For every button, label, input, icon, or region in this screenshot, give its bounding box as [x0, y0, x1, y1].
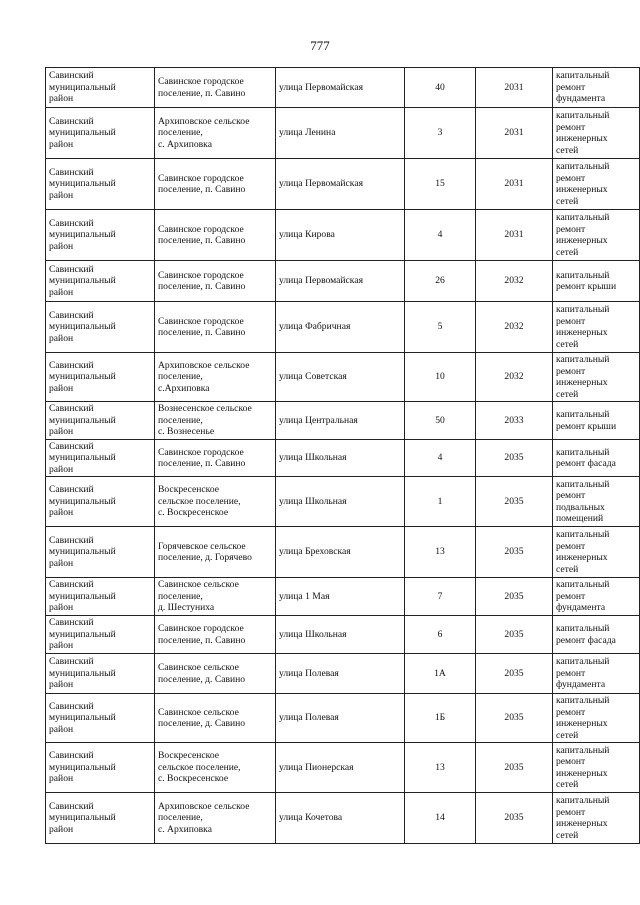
settlement-cell-text: Архиповское сельское поселение, с.Архиповка — [158, 359, 250, 394]
work-type-cell-text: капитальный ремонт инженерных сетей — [556, 354, 610, 400]
work-type-cell — [553, 68, 640, 108]
year-cell — [476, 210, 553, 261]
street-cell-text: улица Первомайская — [279, 81, 363, 93]
district-cell-text: Савинский муниципальный район — [49, 800, 116, 835]
settlement-cell — [155, 402, 276, 440]
district-cell — [46, 616, 155, 654]
street-cell-text: улица Фабричная — [279, 321, 351, 333]
street-cell — [276, 261, 405, 302]
district-cell — [46, 68, 155, 108]
house-number-cell-text: 10 — [435, 371, 445, 383]
district-cell-text: Савинский муниципальный район — [49, 534, 116, 569]
work-type-cell-text: капитальный ремонт инженерных сетей — [556, 695, 610, 741]
year-cell-text: 2032 — [504, 371, 524, 383]
house-number-cell — [405, 159, 476, 210]
settlement-cell-text: Савинское городское поселение, п. Савино — [158, 76, 246, 99]
house-number-cell — [405, 527, 476, 578]
work-type-cell — [553, 210, 640, 261]
table-row — [46, 302, 640, 353]
settlement-cell-text: Архиповское сельское поселение, с. Архиповка — [158, 115, 250, 150]
house-number-cell-text: 40 — [435, 81, 445, 93]
district-cell-text: Савинский муниципальный район — [49, 70, 116, 105]
district-cell — [46, 210, 155, 261]
house-number-cell — [405, 694, 476, 743]
year-cell — [476, 578, 553, 616]
work-type-cell — [553, 159, 640, 210]
street-cell-text: улица Советская — [279, 371, 347, 383]
street-cell — [276, 694, 405, 743]
work-type-cell-text: капитальный ремонт крыши — [556, 409, 617, 432]
work-type-cell — [553, 527, 640, 578]
street-cell — [276, 616, 405, 654]
house-number-cell-text: 26 — [435, 275, 445, 287]
settlement-cell — [155, 743, 276, 793]
house-number-cell-text: 1А — [434, 667, 446, 679]
house-number-cell-text: 50 — [435, 414, 445, 426]
year-cell — [476, 108, 553, 159]
district-cell — [46, 743, 155, 793]
work-type-cell — [553, 353, 640, 402]
table-row — [46, 68, 640, 108]
table-row — [46, 694, 640, 743]
street-cell — [276, 743, 405, 793]
work-type-cell-text: капитальный ремонт инженерных сетей — [556, 795, 610, 841]
settlement-cell — [155, 578, 276, 616]
house-number-cell — [405, 793, 476, 844]
settlement-cell — [155, 694, 276, 743]
year-cell-text: 2035 — [504, 812, 524, 824]
year-cell-text: 2031 — [504, 127, 524, 139]
year-cell — [476, 302, 553, 353]
house-number-cell — [405, 68, 476, 108]
street-cell — [276, 440, 405, 477]
year-cell-text: 2035 — [504, 452, 524, 464]
year-cell — [476, 793, 553, 844]
work-type-cell-text: капитальный ремонт инженерных сетей — [556, 110, 610, 156]
street-cell-text: улица Полевая — [279, 667, 339, 679]
street-cell — [276, 477, 405, 527]
settlement-cell-text: Савинское сельское поселение, д. Шестуниха — [158, 579, 239, 614]
year-cell — [476, 68, 553, 108]
street-cell-text: улица Первомайская — [279, 178, 363, 190]
work-type-cell-text: капитальный ремонт инженерных сетей — [556, 161, 610, 207]
house-number-cell — [405, 578, 476, 616]
work-type-cell-text: капитальный ремонт фундамента — [556, 579, 610, 614]
house-number-cell — [405, 440, 476, 477]
year-cell-text: 2035 — [504, 628, 524, 640]
house-number-cell — [405, 616, 476, 654]
house-number-cell — [405, 402, 476, 440]
district-cell — [46, 793, 155, 844]
house-number-cell-text: 5 — [437, 321, 443, 333]
settlement-cell — [155, 477, 276, 527]
year-cell — [476, 694, 553, 743]
street-cell-text: улица Ленина — [279, 127, 336, 139]
work-type-cell — [553, 108, 640, 159]
house-number-cell-text: 4 — [437, 452, 443, 464]
house-number-cell — [405, 654, 476, 694]
house-number-cell — [405, 261, 476, 302]
page-number: 777 — [310, 38, 330, 53]
settlement-cell — [155, 159, 276, 210]
year-cell — [476, 261, 553, 302]
year-cell-text: 2033 — [504, 414, 524, 426]
street-cell-text: улица Пионерская — [279, 761, 354, 773]
table-row — [46, 527, 640, 578]
table-row — [46, 440, 640, 477]
district-cell — [46, 654, 155, 694]
settlement-cell — [155, 527, 276, 578]
district-cell-text: Савинский муниципальный район — [49, 750, 116, 785]
year-cell-text: 2035 — [504, 712, 524, 724]
street-cell-text: улица Полевая — [279, 712, 339, 724]
settlement-cell-text: Горячевское сельское поселение, д. Горячево — [158, 540, 252, 563]
street-cell-text: улица Центральная — [279, 414, 358, 426]
work-type-cell-text: капитальный ремонт фундамента — [556, 656, 610, 691]
district-cell-text: Савинский муниципальный район — [49, 166, 116, 201]
district-cell-text: Савинский муниципальный район — [49, 403, 116, 438]
work-type-cell-text: капитальный ремонт фундамента — [556, 70, 610, 105]
house-number-cell-text: 6 — [437, 628, 443, 640]
district-cell-text: Савинский муниципальный район — [49, 115, 116, 150]
house-number-cell-text: 7 — [437, 590, 443, 602]
year-cell-text: 2035 — [504, 546, 524, 558]
repair-schedule-table — [45, 67, 640, 844]
street-cell — [276, 578, 405, 616]
table-row — [46, 654, 640, 694]
settlement-cell-text: Савинское городское поселение, п. Савино — [158, 223, 246, 246]
settlement-cell — [155, 68, 276, 108]
year-cell-text: 2031 — [504, 81, 524, 93]
house-number-cell-text: 13 — [435, 761, 445, 773]
district-cell — [46, 578, 155, 616]
work-type-cell — [553, 694, 640, 743]
work-type-cell — [553, 261, 640, 302]
street-cell — [276, 68, 405, 108]
street-cell — [276, 302, 405, 353]
table-row — [46, 578, 640, 616]
settlement-cell — [155, 210, 276, 261]
street-cell-text: улица 1 Мая — [279, 590, 330, 602]
year-cell-text: 2032 — [504, 321, 524, 333]
settlement-cell-text: Вознесенское сельское поселение, с. Вознесенье — [158, 403, 252, 438]
house-number-cell-text: 14 — [435, 812, 445, 824]
work-type-cell — [553, 654, 640, 694]
settlement-cell-text: Савинское городское поселение, п. Савино — [158, 269, 246, 292]
street-cell — [276, 527, 405, 578]
house-number-cell — [405, 302, 476, 353]
table-row — [46, 353, 640, 402]
house-number-cell — [405, 210, 476, 261]
work-type-cell — [553, 793, 640, 844]
year-cell — [476, 527, 553, 578]
street-cell-text: улица Школьная — [279, 628, 347, 640]
settlement-cell-text: Воскресенское сельское поселение, с. Воскресенское — [158, 484, 241, 519]
year-cell — [476, 654, 553, 694]
street-cell-text: улица Кочетова — [279, 812, 343, 824]
district-cell-text: Савинский муниципальный район — [49, 217, 116, 252]
year-cell — [476, 616, 553, 654]
settlement-cell-text: Савинское городское поселение, п. Савино — [158, 315, 246, 338]
work-type-cell — [553, 616, 640, 654]
year-cell — [476, 353, 553, 402]
settlement-cell-text: Архиповское сельское поселение, с. Архиповка — [158, 800, 250, 835]
street-cell — [276, 654, 405, 694]
district-cell — [46, 353, 155, 402]
table-row — [46, 108, 640, 159]
work-type-cell-text: капитальный ремонт крыши — [556, 269, 617, 292]
house-number-cell-text: 15 — [435, 178, 445, 190]
work-type-cell-text: капитальный ремонт инженерных сетей — [556, 212, 610, 258]
year-cell — [476, 477, 553, 527]
settlement-cell-text: Савинское сельское поселение, д. Савино — [158, 662, 246, 685]
settlement-cell — [155, 440, 276, 477]
work-type-cell — [553, 578, 640, 616]
house-number-cell-text: 4 — [437, 229, 443, 241]
year-cell-text: 2035 — [504, 495, 524, 507]
year-cell-text: 2035 — [504, 667, 524, 679]
district-cell — [46, 402, 155, 440]
house-number-cell-text: 1 — [437, 495, 443, 507]
work-type-cell-text: капитальный ремонт инженерных сетей — [556, 529, 610, 575]
table-row — [46, 616, 640, 654]
district-cell — [46, 694, 155, 743]
street-cell — [276, 108, 405, 159]
district-cell — [46, 302, 155, 353]
street-cell-text: улица Кирова — [279, 229, 335, 241]
settlement-cell-text: Воскресенское сельское поселение, с. Воскресенское — [158, 750, 241, 785]
district-cell-text: Савинский муниципальный район — [49, 484, 116, 519]
district-cell — [46, 527, 155, 578]
settlement-cell — [155, 302, 276, 353]
district-cell-text: Савинский муниципальный район — [49, 700, 116, 735]
settlement-cell-text: Савинское городское поселение, п. Савино — [158, 623, 246, 646]
settlement-cell-text: Савинское городское поселение, п. Савино — [158, 446, 246, 469]
work-type-cell-text: капитальный ремонт инженерных сетей — [556, 744, 610, 790]
work-type-cell-text: капитальный ремонт фасада — [556, 623, 616, 646]
work-type-cell — [553, 402, 640, 440]
district-cell — [46, 108, 155, 159]
house-number-cell-text: 3 — [437, 127, 443, 139]
settlement-cell — [155, 616, 276, 654]
house-number-cell — [405, 743, 476, 793]
work-type-cell-text: капитальный ремонт подвальных помещений — [556, 478, 610, 524]
work-type-cell-text: капитальный ремонт инженерных сетей — [556, 304, 610, 350]
district-cell-text: Савинский муниципальный район — [49, 656, 116, 691]
house-number-cell-text: 1Б — [434, 712, 446, 724]
table-row — [46, 743, 640, 793]
settlement-cell-text: Савинское сельское поселение, д. Савино — [158, 706, 246, 729]
work-type-cell — [553, 743, 640, 793]
settlement-cell — [155, 654, 276, 694]
street-cell-text: улица Школьная — [279, 495, 347, 507]
table-row — [46, 159, 640, 210]
district-cell — [46, 261, 155, 302]
street-cell-text: улица Первомайская — [279, 275, 363, 287]
district-cell — [46, 440, 155, 477]
street-cell — [276, 353, 405, 402]
table-row — [46, 793, 640, 844]
table-row — [46, 402, 640, 440]
street-cell — [276, 793, 405, 844]
work-type-cell-text: капитальный ремонт фасада — [556, 446, 616, 469]
district-cell-text: Савинский муниципальный район — [49, 309, 116, 344]
house-number-cell-text: 13 — [435, 546, 445, 558]
table-row — [46, 477, 640, 527]
year-cell-text: 2035 — [504, 761, 524, 773]
year-cell — [476, 440, 553, 477]
district-cell-text: Савинский муниципальный район — [49, 359, 116, 394]
year-cell-text: 2032 — [504, 275, 524, 287]
district-cell — [46, 477, 155, 527]
house-number-cell — [405, 477, 476, 527]
table-row — [46, 261, 640, 302]
year-cell-text: 2035 — [504, 590, 524, 602]
street-cell — [276, 159, 405, 210]
street-cell-text: улица Бреховская — [279, 546, 351, 558]
year-cell-text: 2031 — [504, 229, 524, 241]
table-body — [46, 68, 640, 844]
year-cell — [476, 159, 553, 210]
district-cell-text: Савинский муниципальный район — [49, 579, 116, 614]
street-cell-text: улица Школьная — [279, 452, 347, 464]
settlement-cell — [155, 108, 276, 159]
district-cell-text: Савинский муниципальный район — [49, 617, 116, 652]
settlement-cell — [155, 353, 276, 402]
year-cell-text: 2031 — [504, 178, 524, 190]
street-cell — [276, 210, 405, 261]
district-cell-text: Савинский муниципальный район — [49, 440, 116, 475]
settlement-cell — [155, 261, 276, 302]
work-type-cell — [553, 302, 640, 353]
table-row — [46, 210, 640, 261]
house-number-cell — [405, 108, 476, 159]
house-number-cell — [405, 353, 476, 402]
settlement-cell — [155, 793, 276, 844]
year-cell — [476, 743, 553, 793]
district-cell-text: Савинский муниципальный район — [49, 263, 116, 298]
district-cell — [46, 159, 155, 210]
year-cell — [476, 402, 553, 440]
work-type-cell — [553, 440, 640, 477]
street-cell — [276, 402, 405, 440]
settlement-cell-text: Савинское городское поселение, п. Савино — [158, 172, 246, 195]
work-type-cell — [553, 477, 640, 527]
